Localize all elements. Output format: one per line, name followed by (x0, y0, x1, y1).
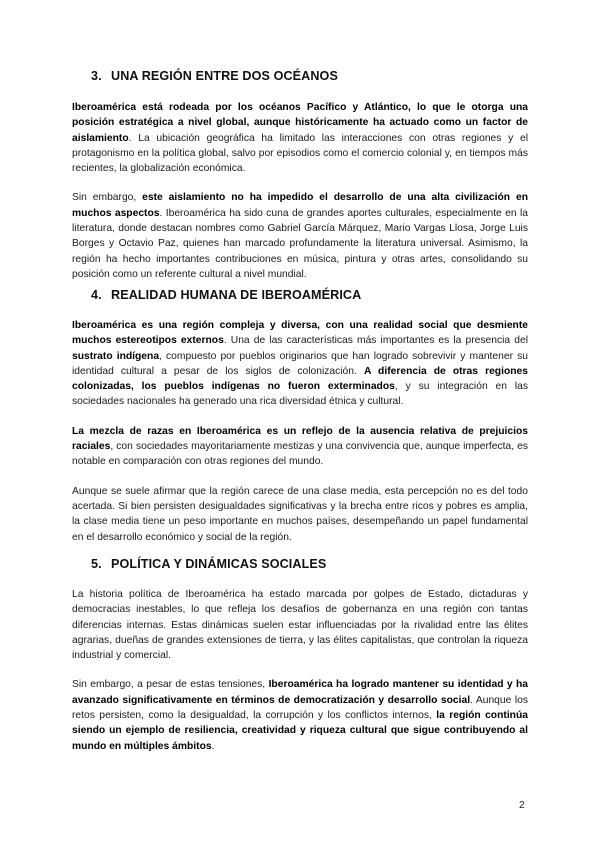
paragraph (72, 484, 528, 545)
paragraph (72, 587, 528, 663)
bold-run: Iberoamérica es una región compleja y diversa, con una realidad social que desmiente muchos estereotipos externos (72, 320, 528, 347)
section-number: 4. (91, 288, 102, 302)
paragraph (72, 100, 528, 176)
paragraph (72, 424, 528, 470)
text-run: . Aunque los retos persisten, como la desigualdad, la corrupción y los conflictos internos, (72, 694, 528, 722)
bold-run: este aislamiento no ha impedido el desarrollo de una alta civilización en muchos aspectos (72, 192, 528, 219)
section-4 (72, 288, 528, 545)
section-3 (72, 69, 528, 282)
text-run: La historia política de Iberoamérica ha estado marcada por golpes de Estado, dictaduras y democracias inestables, lo que refleja los desafíos de gobernanza en una región con tantas diferencias internas. Estas dinámicas suelen estar influenciadas por la rivalidad entre las élites agrarias, dueñas de grandes extensiones de tierra, y las élites capitalistas, que controlan la riqueza industrial y comercial. (72, 589, 528, 662)
text-run: . Iberoamérica ha sido cuna de grandes aportes culturales, especialmente en la literatura, donde destacan nombres como Gabriel García Márquez, Mario Vargas Llosa, Jorge Luis Borges y Octavio Paz, quienes han marcado profundamente la literatura universal. Asimismo, la región ha hecho importantes contribuciones en música, pintura y otras artes, consolidando su posición como un referente cultural a nivel mundial. (72, 207, 528, 280)
text-run: , con sociedades mayoritariamente mestizas y una convivencia que, aunque imperfecta, es notable en comparación con otras regiones del mundo. (72, 441, 528, 468)
section-5 (72, 557, 528, 754)
text-run: Sin embargo, a pesar de estas tensiones, (72, 679, 269, 691)
bold-run: La mezcla de razas en Iberoamérica es un reflejo de la ausencia relativa de prejuicios raciales (72, 425, 528, 453)
section-title: UNA REGIÓN ENTRE DOS OCÉANOS (111, 69, 338, 83)
section-heading (91, 557, 528, 572)
text-run: . (211, 740, 215, 752)
page-number: 2 (519, 799, 525, 811)
bold-run: Iberoamérica ha logrado mantener su identidad y ha avanzado significativamente en términos de democratización y desarrollo social (72, 679, 528, 706)
bold-run: sustrato indígena (72, 350, 160, 362)
section-heading (91, 288, 528, 303)
section-number: 5. (91, 557, 102, 571)
paragraph (72, 677, 528, 753)
paragraph (72, 190, 528, 282)
section-number: 3. (91, 69, 102, 83)
text-run: , compuesto por pueblos originarios que han logrado sobrevivir y mantener su identidad cultural a pesar de los siglos de colonización. (72, 350, 528, 377)
text-run: Sin embargo, (72, 192, 143, 204)
section-title: REALIDAD HUMANA DE IBEROAMÉRICA (111, 288, 362, 302)
text-run: . La ubicación geográfica ha limitado las interacciones con otras regiones y el protagonismo en la política global, salvo por episodios como el comercio colonial y, en tiempos más recientes, la globalización económica. (72, 132, 528, 175)
text-run: , y su integración en las sociedades nacionales ha generado una rica diversidad étnica y cultural. (72, 381, 528, 408)
section-title: POLÍTICA Y DINÁMICAS SOCIALES (111, 557, 327, 571)
bold-run: la región continúa siendo un ejemplo de resiliencia, creatividad y riqueza cultural que sigue contribuyendo al mundo en múltiples ámbitos (72, 710, 528, 752)
text-run: . Una de las características más importantes es la presencia del (223, 335, 528, 347)
bold-run: A diferencia de otras regiones colonizadas, los pueblos indígenas no fueron exterminados (72, 365, 528, 393)
bold-run: Iberoamérica está rodeada por los océanos Pacífico y Atlántico, lo que le otorga una posición estratégica a nivel global, aunque históricamente ha actuado como un factor de aislamiento (72, 102, 528, 144)
section-heading (91, 69, 528, 84)
text-run: Aunque se suele afirmar que la región carece de una clase media, esta percepción no es del todo acertada. Si bien persisten desigualdades significativas y la brecha entre ricos y pobres es amplia, la clase media tiene un peso importante en muchos países, desempeñando un papel fundamental en el desarrollo económico y social de la región. (72, 485, 528, 543)
paragraph (72, 318, 528, 410)
